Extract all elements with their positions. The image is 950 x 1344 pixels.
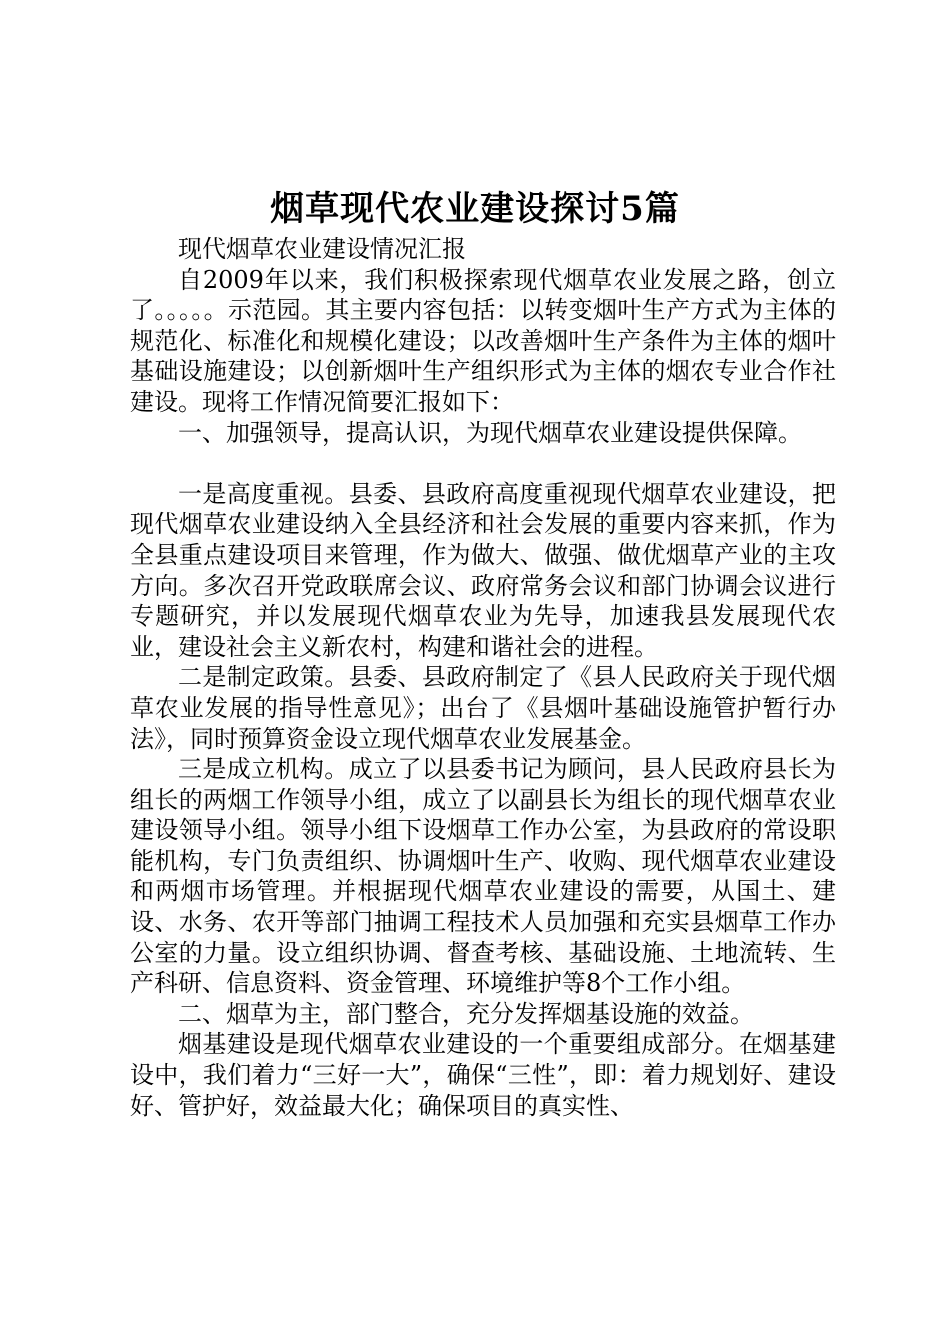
paragraph-point-2: 二是制定政策。县委、县政府制定了《县人民政府关于现代烟草农业发展的指导性意见》；出台了《县烟叶基础设施管护暂行办法》，同时预算资金设立现代烟草农业发展基金。 <box>130 663 836 753</box>
paragraph-point-1: 一是高度重视。县委、县政府高度重视现代烟草农业建设，把现代烟草农业建设纳入全县经济和社会发展的重要内容来抓，作为全县重点建设项目来管理，作为做大、做强、做优烟草产业的主攻方向。多次召开党政联席会议、政府常务会议和部门协调会议进行专题研究，并以发展现代烟草农业为先导，加速我县发展现代农业，建设社会主义新农村，构建和谐社会的进程。 <box>130 479 836 661</box>
paragraph-intro: 自2009年以来，我们积极探索现代烟草农业发展之路，创立了。。。。。示范园。其主要内容包括：以转变烟叶生产方式为主体的规范化、标准化和规模化建设；以改善烟叶生产条件为主体的烟叶基础设施建设；以创新烟叶生产组织形式为主体的烟农专业合作社建设。现将工作情况简要汇报如下： <box>130 265 836 416</box>
paragraph-infrastructure: 烟基建设是现代烟草农业建设的一个重要组成部分。在烟基建设中，我们着力“三好一大”，确保“三性”，即：着力规划好、建设好、管护好，效益最大化；确保项目的真实性、 <box>130 1030 836 1120</box>
document-body <box>130 234 836 1121</box>
section-heading-1: 一、加强领导，提高认识，为现代烟草农业建设提供保障。 <box>178 418 802 447</box>
document-title: 烟草现代农业建设探讨5篇 <box>270 189 680 229</box>
paragraph-report-heading: 现代烟草农业建设情况汇报 <box>178 235 466 263</box>
section-heading-2: 二、烟草为主，部门整合，充分发挥烟基设施的效益。 <box>178 999 754 1028</box>
paragraph-point-3: 三是成立机构。成立了以县委书记为顾问，县人民政府县长为组长的两烟工作领导小组，成立了以副县长为组长的现代烟草农业建设领导小组。领导小组下设烟草工作办公室，为县政府的常设职能机构，专门负责组织、协调烟叶生产、收购、现代烟草农业建设和两烟市场管理。并根据现代烟草农业建设的需要，从国土、建设、水务、农开等部门抽调工程技术人员加强和充实县烟草工作办公室的力量。设立组织协调、督查考核、基础设施、土地流转、生产科研、信息资料、资金管理、环境维护等8个工作小组。 <box>130 755 836 998</box>
